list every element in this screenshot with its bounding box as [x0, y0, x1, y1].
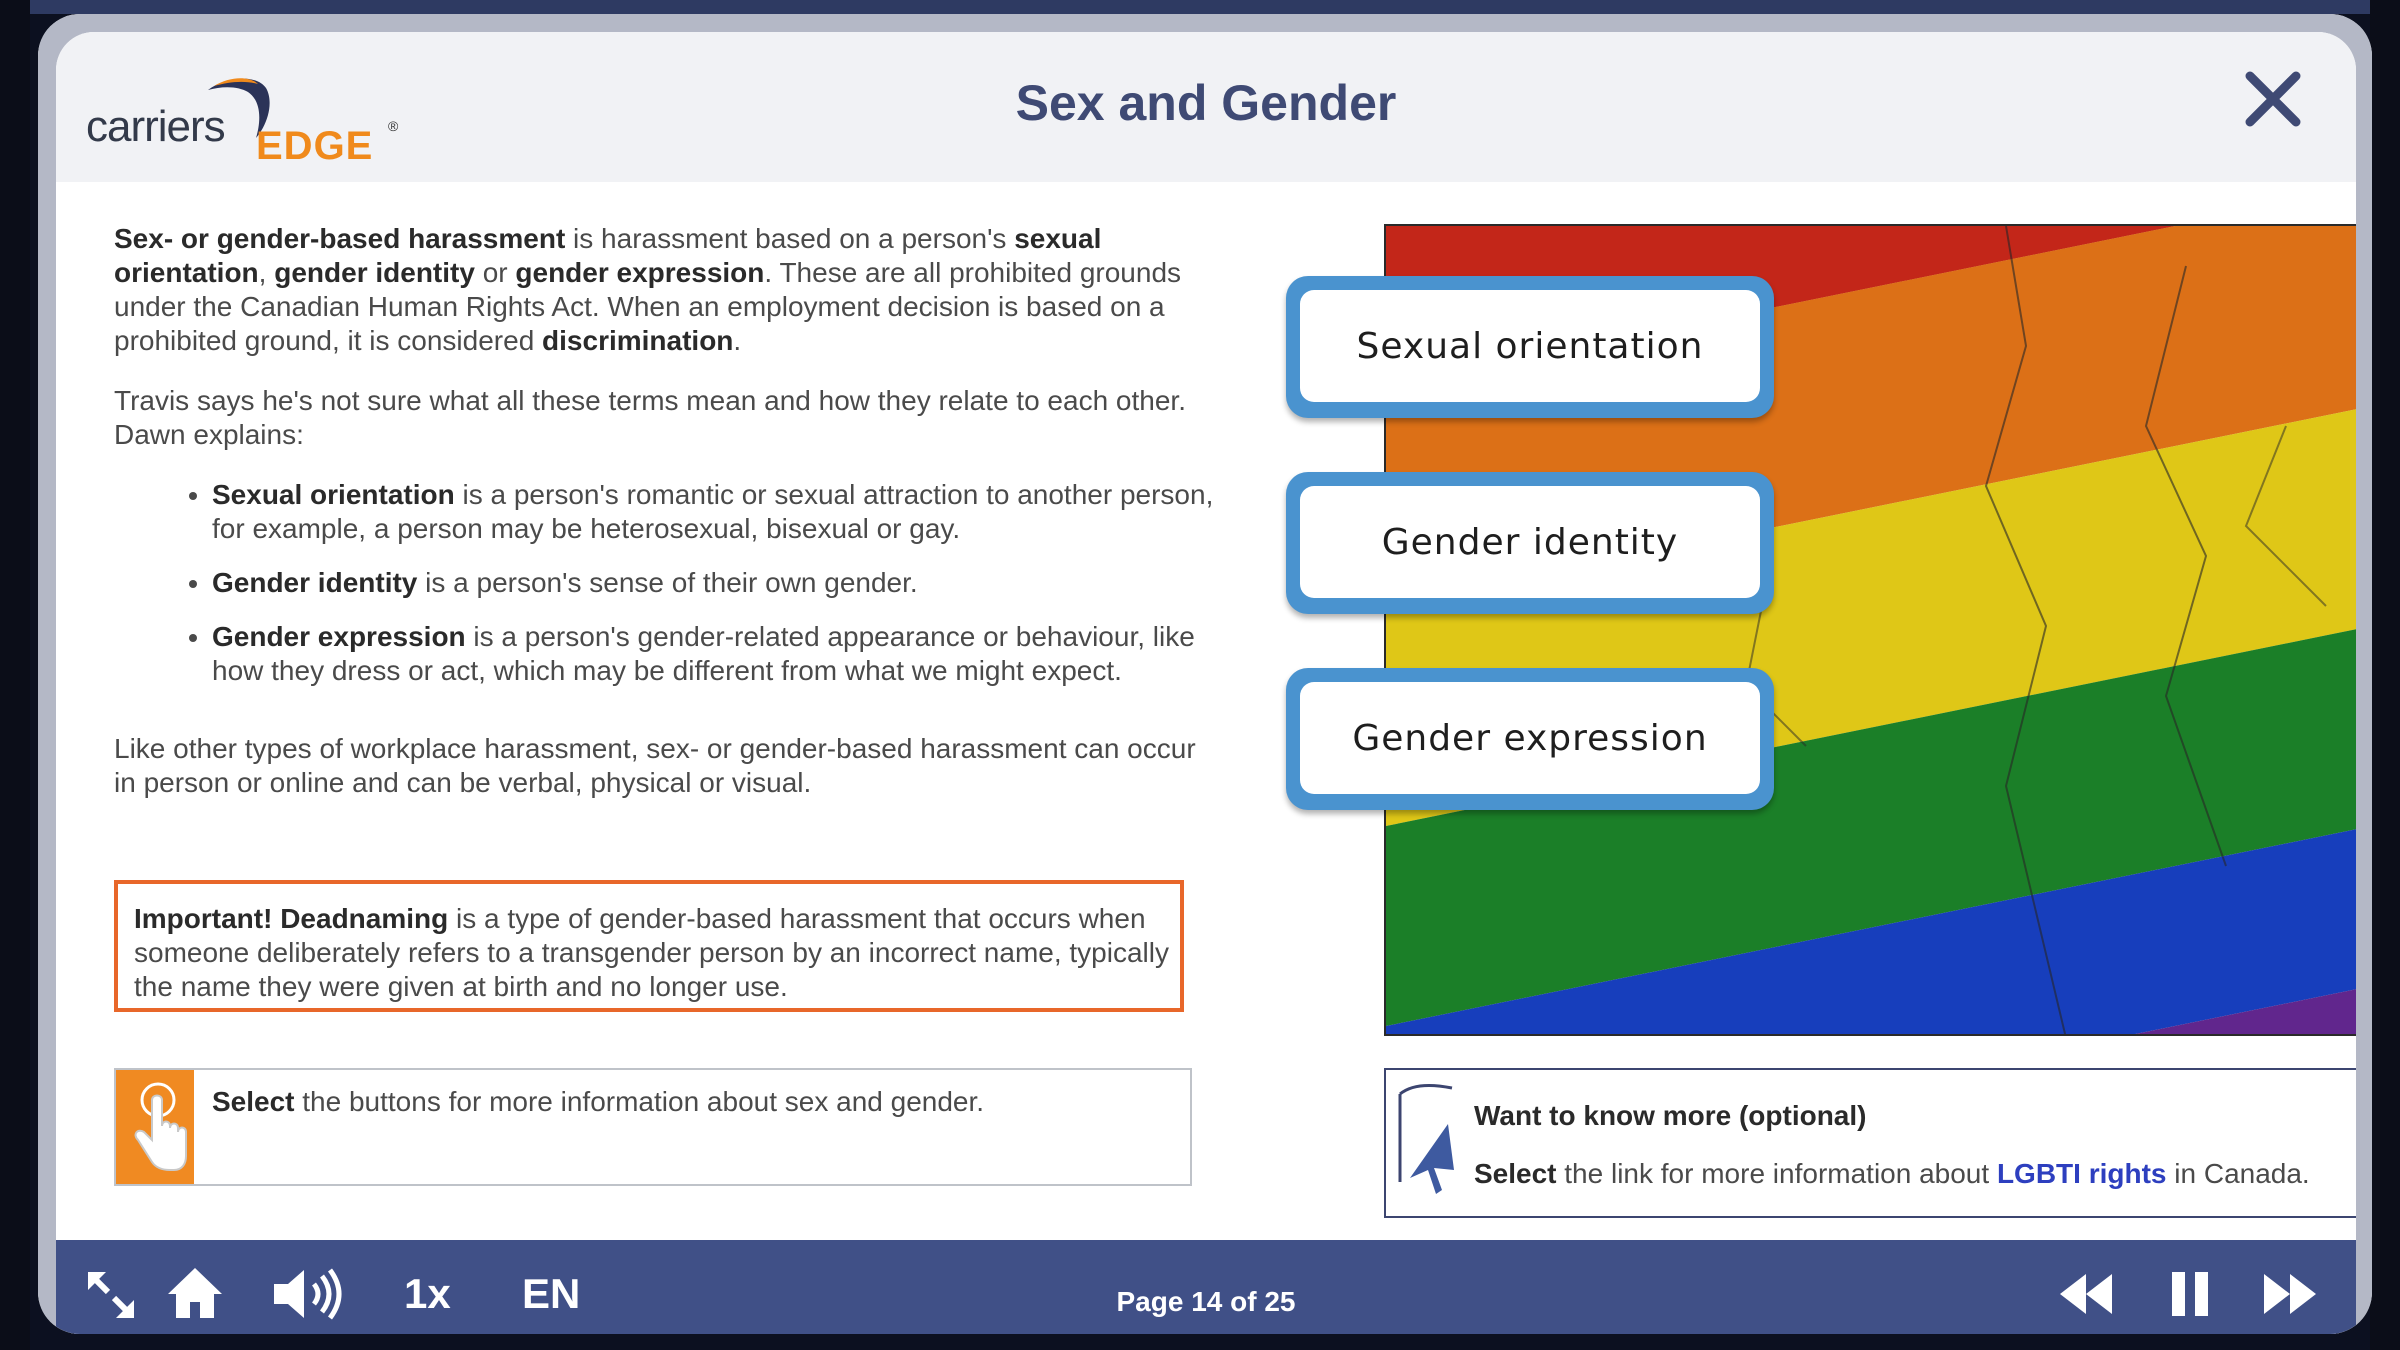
logo-registered-mark: ® [388, 118, 399, 134]
bullet-text: is a person's gender-related appearance or behaviour, like how they dress or act, which may be different from what we might expect. [212, 621, 1195, 686]
term-harassment: Sex- or gender-based harassment [114, 223, 566, 254]
player-controls-bar [56, 1240, 2356, 1334]
pause-icon [2168, 1268, 2212, 1320]
more-text [1474, 1158, 2310, 1190]
top-frame-bar [0, 0, 2400, 14]
logo-accent-text: EDGE [256, 124, 374, 168]
more-bold: Select [1474, 1158, 1557, 1189]
travis-paragraph: Travis says he's not sure what all these terms mean and how they relate to each other. Dawn explains: [114, 385, 1186, 450]
instruction-bold: Select [212, 1086, 295, 1117]
definitions-list [114, 478, 1224, 688]
close-button[interactable] [2238, 64, 2308, 134]
workplace-paragraph: Like other types of workplace harassment, sex- or gender-based harassment can occur in person or online and can be verbal, physical or visual. [114, 733, 1196, 798]
fast-forward-button[interactable] [2260, 1270, 2320, 1323]
hand-pointer-glyph [116, 1070, 194, 1184]
hand-pointer-icon [116, 1070, 194, 1184]
playback-speed-button[interactable]: 1x [404, 1270, 451, 1317]
text-fragment: . [733, 325, 742, 356]
logo-text: carriers [86, 102, 225, 151]
bullet-term: Gender expression [212, 621, 466, 652]
rewind-icon [2056, 1270, 2116, 1318]
right-frame [2370, 0, 2400, 1350]
text-fragment: , [258, 257, 275, 288]
important-text: is a type of gender-based harassment that occurs when someone deliberately refers to a transgender person by an incorrect name, typically the name they were given at birth and no longer use. [134, 903, 1169, 1002]
text-fragment: is harassment based on a person's [565, 223, 1015, 254]
bullet-text: is a person's romantic or sexual attraction to another person, for example, a person may be heterosexual, bisexual or gay. [212, 479, 1214, 544]
term-gender-identity: gender identity [274, 257, 475, 288]
close-icon [2238, 64, 2308, 134]
list-item [212, 478, 1224, 546]
list-item [212, 620, 1224, 688]
language-button[interactable]: EN [522, 1270, 581, 1317]
button-label: Gender identity [1300, 486, 1760, 598]
instruction-rest: the buttons for more information about sex and gender. [294, 1086, 985, 1117]
gender-expression-button[interactable] [1286, 668, 1774, 810]
button-label: Sexual orientation [1300, 290, 1760, 402]
more-text-before: the link for more information about [1556, 1158, 1997, 1189]
more-text-after: in Canada. [2166, 1158, 2310, 1189]
text-fragment: . These are all prohibited grounds under the Canadian Human Rights Act. When an employment decision is based on a prohibited ground, it is considered [114, 257, 1182, 356]
term-gender-expression: gender expression [515, 257, 765, 288]
term-discrimination: discrimination [542, 325, 734, 356]
left-frame [0, 0, 30, 1350]
course-window [38, 14, 2372, 1334]
main-text [114, 222, 1224, 826]
rewind-button[interactable] [2056, 1270, 2116, 1323]
more-title: Want to know more (optional) [1474, 1100, 1867, 1131]
fast-forward-icon [2260, 1270, 2320, 1318]
page-counter: Page 14 of 25 [1116, 1286, 1296, 1317]
list-item [212, 566, 1224, 600]
pause-button[interactable] [2168, 1268, 2212, 1325]
bullet-text: is a person's sense of their own gender. [417, 567, 918, 598]
term-sexual-orientation: sexual orientation [114, 223, 1102, 288]
instruction-box [114, 1068, 1192, 1186]
header [56, 32, 2356, 182]
important-label: Important! Deadnaming [134, 903, 449, 934]
gender-identity-button[interactable] [1286, 472, 1774, 614]
button-label: Gender expression [1300, 682, 1760, 794]
intro-paragraph [114, 222, 1224, 358]
important-callout [114, 880, 1184, 1012]
course-panel [56, 32, 2356, 1334]
text-fragment: or [474, 257, 516, 288]
lgbti-rights-link[interactable]: LGBTI rights [1996, 1158, 2167, 1189]
bullet-term: Sexual orientation [212, 479, 455, 510]
want-to-know-more-box [1384, 1068, 2356, 1218]
bullet-term: Gender identity [212, 567, 418, 598]
instruction-text [212, 1086, 984, 1118]
sexual-orientation-button[interactable] [1286, 276, 1774, 418]
cursor-arrow-icon [1392, 1082, 1462, 1202]
page-title: Sex and Gender [1015, 75, 1397, 131]
